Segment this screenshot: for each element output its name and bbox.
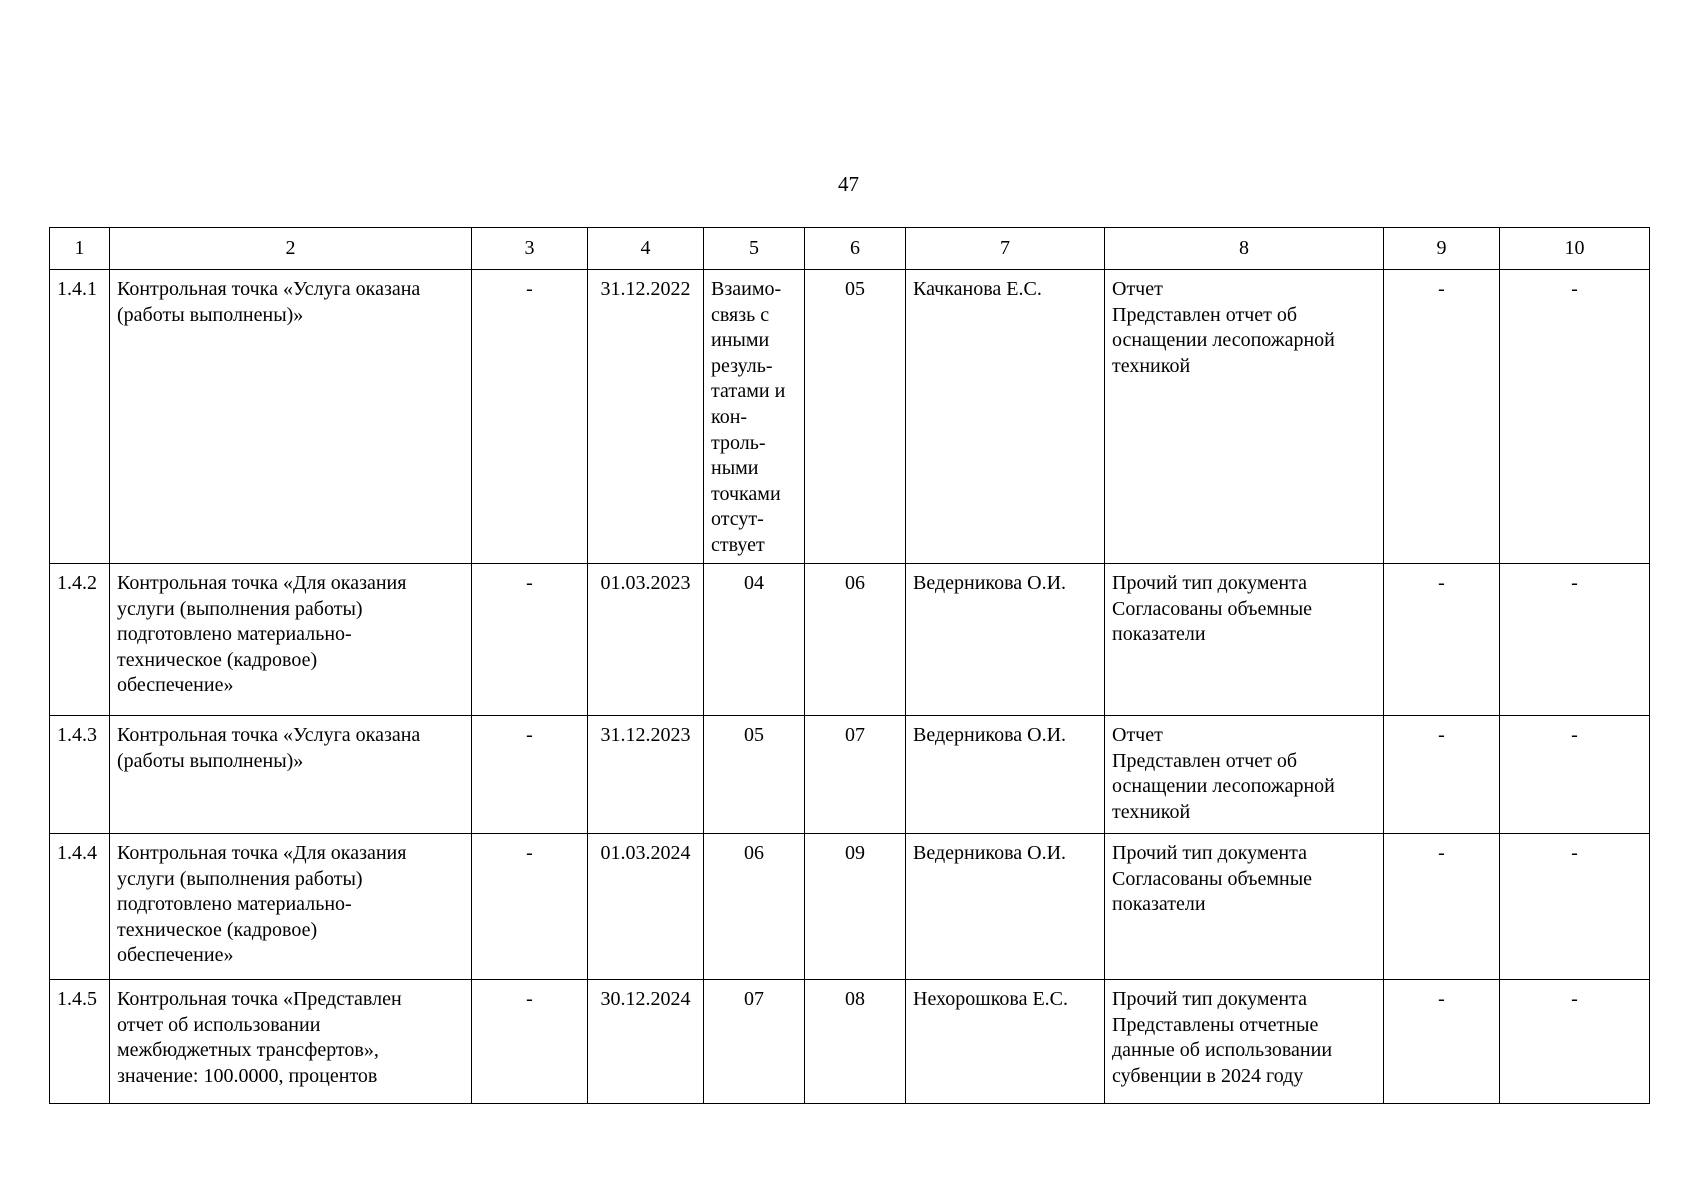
control-point-name-cell [110, 270, 472, 564]
column-5-cell-line: татами и [711, 380, 786, 403]
column-9-cell: - [1384, 980, 1500, 1104]
column-3-cell: - [472, 564, 588, 716]
column-3-cell: - [472, 980, 588, 1104]
document-cell-line: субвенции в 2024 году [1112, 1064, 1304, 1087]
row-number-cell: 1.4.4 [50, 834, 110, 980]
control-point-name-cell-line: обеспечение» [117, 944, 234, 967]
responsible-cell: Ведерникова О.И. [906, 716, 1105, 834]
column-9-cell: - [1384, 834, 1500, 980]
document-cell [1105, 270, 1384, 564]
date-cell: 31.12.2022 [588, 270, 704, 564]
document-cell-line: показатели [1112, 623, 1206, 646]
column-5-cell-line: 04 [744, 572, 764, 594]
control-point-name-cell-line: обеспечение» [117, 674, 234, 697]
column-3-cell: - [472, 834, 588, 980]
column-5-cell-line: 06 [744, 842, 764, 864]
table-row [50, 564, 1650, 716]
page-number: 47 [838, 172, 859, 196]
control-point-name-cell [110, 834, 472, 980]
document-cell-line: показатели [1112, 893, 1206, 916]
document-cell-line: Прочий тип документа [1112, 988, 1307, 1010]
column-10-cell: - [1500, 980, 1650, 1104]
control-point-name-cell-line: значение: 100.0000, процентов [117, 1064, 378, 1087]
document-cell-line: Согласованы объемные [1112, 597, 1313, 620]
column-5-cell [704, 834, 805, 980]
control-point-name-cell-line: услуги (выполнения работы) [117, 867, 363, 890]
control-point-name-cell-line: услуги (выполнения работы) [117, 597, 363, 620]
column-header: 4 [588, 228, 704, 270]
column-5-cell-line: отсут- [711, 508, 764, 531]
document-cell [1105, 564, 1384, 716]
control-point-name-cell-line: техническое (кадровое) [117, 648, 318, 671]
column-header: 1 [50, 228, 110, 270]
table-row [50, 716, 1650, 834]
column-6-cell: 09 [805, 834, 906, 980]
responsible-cell: Нехорошкова Е.С. [906, 980, 1105, 1104]
column-6-cell: 08 [805, 980, 906, 1104]
column-5-cell [704, 716, 805, 834]
control-point-name-cell [110, 716, 472, 834]
control-point-name-cell-line: (работы выполнены)» [117, 749, 304, 772]
column-5-cell [704, 270, 805, 564]
document-cell-line: оснащении лесопожарной [1112, 775, 1335, 798]
column-5-cell-line: 07 [744, 988, 764, 1010]
document-cell [1105, 980, 1384, 1104]
column-3-cell: - [472, 716, 588, 834]
column-5-cell-line: Взаимо- [711, 278, 782, 300]
control-point-name-cell-line: подготовлено материально- [117, 893, 352, 916]
column-5-cell [704, 980, 805, 1104]
date-cell: 01.03.2024 [588, 834, 704, 980]
document-cell-line: Представлены отчетные [1112, 1013, 1319, 1036]
document-cell-line: оснащении лесопожарной [1112, 329, 1335, 352]
control-point-name-cell-line: техническое (кадровое) [117, 918, 318, 941]
responsible-cell: Качканова Е.С. [906, 270, 1105, 564]
control-point-name-cell-line: Контрольная точка «Для оказания [117, 572, 407, 594]
column-9-cell: - [1384, 270, 1500, 564]
column-5-cell-line: ствует [711, 533, 765, 556]
document-cell [1105, 716, 1384, 834]
control-point-name-cell [110, 980, 472, 1104]
column-header: 8 [1105, 228, 1384, 270]
document-cell-line: техникой [1112, 354, 1191, 377]
column-6-cell: 06 [805, 564, 906, 716]
column-5-cell-line: точками [711, 482, 781, 505]
column-5-cell-line: ными [711, 457, 759, 480]
document-cell-line: Представлен отчет об [1112, 749, 1298, 772]
control-point-name-cell-line: Контрольная точка «Для оказания [117, 842, 407, 864]
column-9-cell: - [1384, 564, 1500, 716]
control-point-name-cell-line: Контрольная точка «Представлен [117, 988, 402, 1010]
column-6-cell: 07 [805, 716, 906, 834]
column-5-cell-line: связь с [711, 303, 770, 326]
column-5-cell-line: иными [711, 329, 770, 352]
control-point-name-cell-line: межбюджетных трансфертов», [117, 1039, 379, 1062]
control-point-name-cell [110, 564, 472, 716]
date-cell: 31.12.2023 [588, 716, 704, 834]
row-number-cell: 1.4.5 [50, 980, 110, 1104]
document-cell [1105, 834, 1384, 980]
document-cell-line: Отчет [1112, 278, 1163, 300]
document-cell-line: Согласованы объемные [1112, 867, 1313, 890]
table-row [50, 980, 1650, 1104]
column-header: 2 [110, 228, 472, 270]
column-9-cell: - [1384, 716, 1500, 834]
column-6-cell: 05 [805, 270, 906, 564]
control-point-name-cell-line: отчет об использовании [117, 1013, 321, 1036]
column-header: 6 [805, 228, 906, 270]
column-header: 7 [906, 228, 1105, 270]
date-cell: 30.12.2024 [588, 980, 704, 1104]
column-5-cell [704, 564, 805, 716]
control-point-name-cell-line: Контрольная точка «Услуга оказана [117, 724, 421, 746]
column-header: 9 [1384, 228, 1500, 270]
control-point-name-cell-line: подготовлено материально- [117, 623, 352, 646]
column-10-cell: - [1500, 270, 1650, 564]
column-header: 10 [1500, 228, 1650, 270]
control-point-name-cell-line: Контрольная точка «Услуга оказана [117, 278, 421, 300]
column-5-cell-line: троль- [711, 431, 766, 454]
control-point-name-cell-line: (работы выполнены)» [117, 303, 304, 326]
document-cell-line: Представлен отчет об [1112, 303, 1298, 326]
row-number-cell: 1.4.2 [50, 564, 110, 716]
responsible-cell: Ведерникова О.И. [906, 834, 1105, 980]
table-row [50, 270, 1650, 564]
document-cell-line: техникой [1112, 800, 1191, 823]
document-cell-line: Прочий тип документа [1112, 572, 1307, 594]
column-header: 3 [472, 228, 588, 270]
column-5-cell-line: кон- [711, 405, 748, 428]
row-number-cell: 1.4.3 [50, 716, 110, 834]
control-points-table [49, 227, 1650, 1104]
column-10-cell: - [1500, 834, 1650, 980]
document-cell-line: данные об использовании [1112, 1039, 1333, 1062]
responsible-cell: Ведерникова О.И. [906, 564, 1105, 716]
column-10-cell: - [1500, 716, 1650, 834]
table-header-row [50, 228, 1650, 270]
document-cell-line: Прочий тип документа [1112, 842, 1307, 864]
column-3-cell: - [472, 270, 588, 564]
column-header: 5 [704, 228, 805, 270]
column-5-cell-line: резуль- [711, 354, 773, 377]
column-5-cell-line: 05 [744, 724, 764, 746]
table-row [50, 834, 1650, 980]
date-cell: 01.03.2023 [588, 564, 704, 716]
row-number-cell: 1.4.1 [50, 270, 110, 564]
document-cell-line: Отчет [1112, 724, 1163, 746]
column-10-cell: - [1500, 564, 1650, 716]
